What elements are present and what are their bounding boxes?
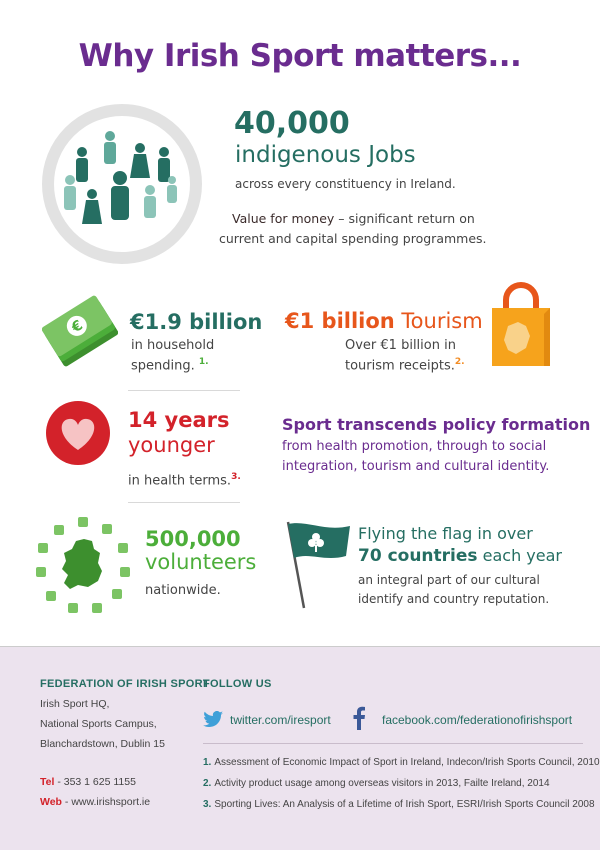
flag-line-2: [358, 546, 562, 566]
divider: [128, 390, 240, 391]
telephone: [40, 776, 136, 788]
tourism-word: Tourism: [394, 309, 483, 333]
tourism-text: tourism receipts.: [345, 358, 455, 374]
people-group-icon: [42, 104, 202, 264]
household-amount: €1.9 billion: [130, 310, 263, 334]
volunteers-word: volunteers: [145, 550, 257, 574]
twitter-link[interactable]: twitter.com/iresport: [230, 713, 331, 727]
reference-number: 1.: [203, 757, 212, 768]
reference-1: [203, 757, 600, 768]
tel-value: - 353 1 625 1155: [54, 776, 136, 788]
org-heading: FEDERATION OF IRISH SPORT: [40, 678, 210, 690]
web-value[interactable]: - www.irishsport.ie: [61, 796, 151, 808]
health-subtitle: [128, 472, 241, 488]
tourism-amount: €1 billion: [285, 309, 395, 333]
household-line-1: in household: [131, 338, 215, 353]
facebook-icon[interactable]: [352, 706, 366, 734]
flag-line-1: Flying the flag in over: [358, 524, 533, 543]
tourism-ref: 2.: [454, 357, 465, 367]
health-text: in health terms.: [128, 473, 232, 489]
value-for-money-text: – significant return on: [334, 211, 475, 226]
follow-heading: FOLLOW US: [203, 678, 272, 690]
flag-each-year: each year: [477, 546, 562, 565]
heart-icon: [45, 400, 111, 470]
svg-text:€: €: [68, 317, 86, 337]
references-divider: [203, 743, 583, 744]
reference-text: Activity product usage among overseas visitors in 2013, Failte Ireland, 2014: [214, 778, 550, 789]
reference-2: [203, 778, 550, 789]
reference-number: 3.: [203, 799, 212, 810]
value-for-money-label: Value for money: [232, 211, 335, 226]
health-ref: 3.: [231, 472, 241, 482]
tourism-title: [285, 309, 483, 333]
reference-number: 2.: [203, 778, 212, 789]
divider: [128, 502, 240, 503]
flag-line-4: identify and country reputation.: [358, 592, 550, 606]
jobs-number: 40,000: [234, 106, 350, 141]
jobs-title: indigenous Jobs: [235, 142, 416, 168]
value-for-money-line: [232, 211, 475, 226]
policy-line-2: integration, tourism and cultural identity.: [282, 459, 550, 474]
household-line-2: [131, 357, 209, 373]
website: [40, 796, 150, 808]
reference-text: Assessment of Economic Impact of Sport in Ireland, Indecon/Irish Sports Council, 2010: [214, 757, 600, 768]
address-line-1: Irish Sport HQ,: [40, 698, 110, 710]
policy-line-1: from health promotion, through to social: [282, 439, 547, 454]
ireland-volunteers-icon: [32, 515, 134, 621]
value-for-money-line-2: current and capital spending programmes.: [219, 231, 487, 246]
reference-text: Sporting Lives: An Analysis of a Lifetime of Irish Sport, ESRI/Irish Sports Council 2008: [214, 799, 595, 810]
web-label: Web: [40, 796, 62, 808]
shamrock-flag-icon: [284, 518, 354, 614]
volunteers-number: 500,000: [145, 527, 241, 551]
address-line-2: National Sports Campus,: [40, 718, 157, 730]
jobs-subtitle: across every constituency in Ireland.: [235, 177, 456, 191]
volunteers-subtitle: nationwide.: [145, 583, 221, 598]
tel-label: Tel: [40, 776, 55, 788]
shopping-bag-icon: [488, 282, 554, 372]
flag-line-3: an integral part of our cultural: [358, 573, 540, 587]
tourism-line-1: Over €1 billion in: [345, 338, 456, 353]
household-ref: 1.: [198, 357, 209, 367]
policy-title: Sport transcends policy formation: [282, 415, 591, 434]
facebook-link[interactable]: facebook.com/federationofirishsport: [382, 713, 573, 727]
health-younger: younger: [128, 433, 215, 457]
health-years: 14 years: [128, 408, 230, 432]
reference-3: [203, 799, 595, 810]
flag-countries: 70 countries: [358, 546, 478, 566]
address-line-3: Blanchardstown, Dublin 15: [40, 738, 165, 750]
twitter-icon[interactable]: [203, 711, 223, 731]
money-note-icon: [42, 290, 118, 376]
page-title: Why Irish Sport matters...: [78, 38, 522, 74]
tourism-line-2: [345, 357, 465, 373]
household-text: spending.: [131, 358, 195, 374]
